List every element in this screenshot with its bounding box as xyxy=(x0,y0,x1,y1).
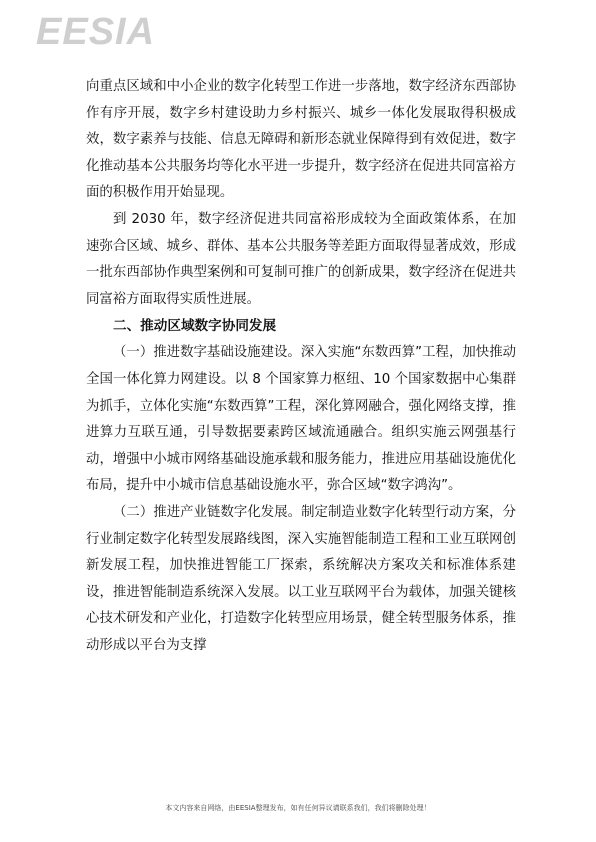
document-body xyxy=(86,74,516,659)
paragraph-digital-infrastructure: （一）推进数字基础设施建设。深入实施“东数西算”工程，加快推动全国一体化算力网建设。以 8 个国家算力枢纽、10 个国家数据中心集群为抓手，立体化实施“东数西算”工程，深化算网融合，强化网络支撑，推进算力互联互通，引导数据要素跨区域流通融合。组织实施云网强基行动，增强中小城市网络基础设施承载和服务能力，推进应用基础设施优化布局，提升中小城市信息基础设施水平，弥合区域“数字鸿沟”。 xyxy=(86,345,516,494)
paragraph-intro-continuation: 向重点区域和中小企业的数字化转型工作进一步落地，数字经济东西部协作有序开展，数字乡村建设助力乡村振兴、城乡一体化发展取得积极成效，数字素养与技能、信息无障碍和新形态就业保障得到有效促进，数字化推动基本公共服务均等化水平进一步提升，数字经济在促进共同富裕方面的积极作用开始显现。 xyxy=(86,79,516,201)
paragraph-2030-goal: 到 2030 年，数字经济促进共同富裕形成较为全面政策体系，在加速弥合区域、城乡、群体、基本公共服务等差距方面取得显著成效，形成一批东西部协作典型案例和可复制可推广的创新成果，数字经济在促进共同富裕方面取得实质性进展。 xyxy=(86,211,516,307)
paragraph-industry-chain: （二）推进产业链数字化发展。制定制造业数字化转型行动方案，分行业制定数字化转型发展路线图，深入实施智能制造工程和工业互联网创新发展工程，加快推进智能工厂探索，系统解决方案攻关和标准体系建设，推进智能制造系统深入发展。以工业互联网平台为载体，加强关键核心技术研发和产业化，打造数字化转型应用场景，健全转型服务体系，推动形成以平台为支撑 xyxy=(86,504,516,653)
section-heading-regional-digital: 二、推动区域数字协同发展 xyxy=(113,318,277,335)
page-footer-disclaimer: 本文内容来自网络，由EESIA整理发布，如有任何异议请联系我们，我们将删除处理！ xyxy=(165,804,431,812)
eesia-logo: EESIA xyxy=(36,11,156,53)
